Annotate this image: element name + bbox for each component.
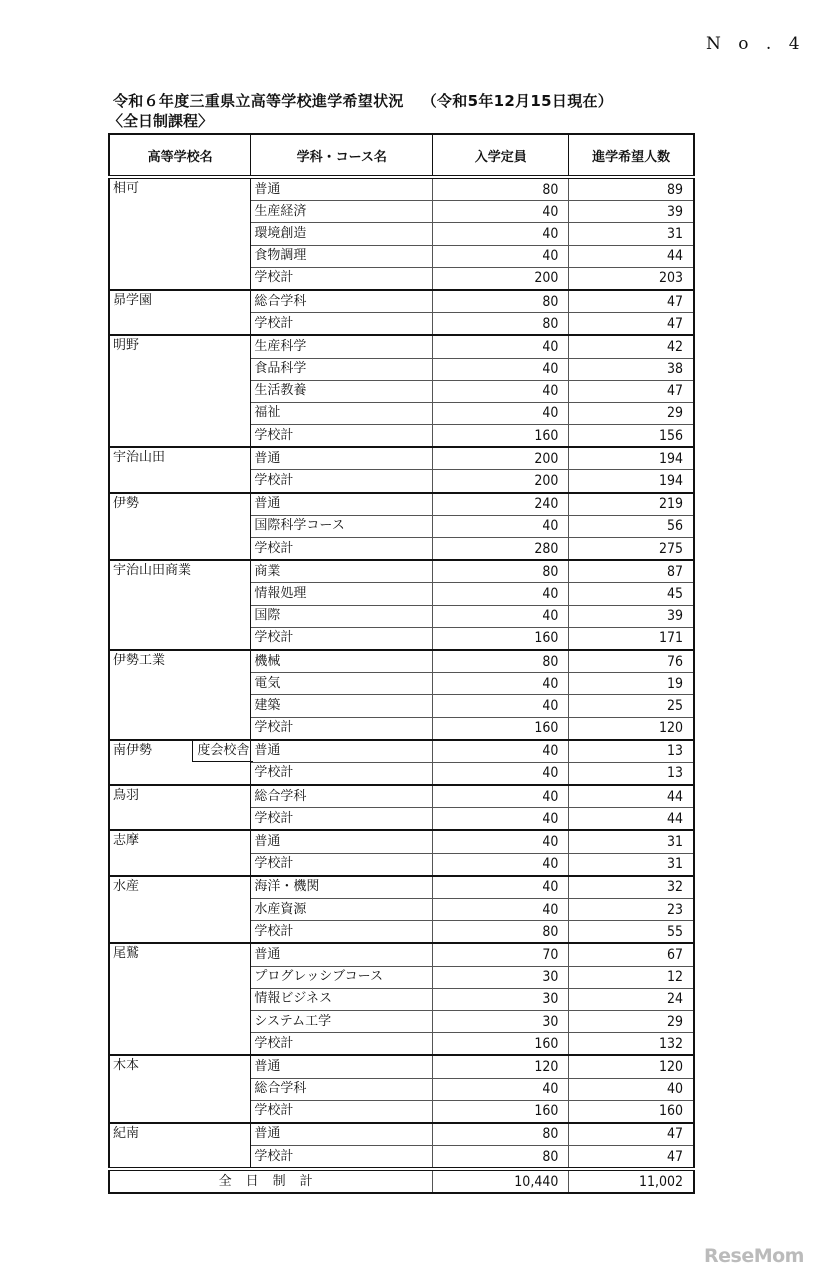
course-name: 普通 [251,177,433,201]
capacity: 40 [433,605,569,627]
course-name: 学校計 [251,267,433,290]
subtitle: 〈全日制課程〉 [108,112,214,130]
applicants: 12 [569,966,694,988]
school-name-cell [109,650,251,740]
school-name: 伊勢 [113,495,140,511]
document-title [113,90,613,111]
applicants: 67 [569,943,694,966]
applicants: 39 [569,201,694,223]
capacity: 160 [433,1033,569,1056]
school-name: 木本 [113,1058,140,1074]
total-label: 全日制計 [109,1169,433,1193]
applicants: 31 [569,853,694,876]
table-row [109,447,694,470]
applicants: 44 [569,808,694,831]
table-row [109,335,694,358]
applicants: 24 [569,988,694,1010]
school-name: 紀南 [113,1125,140,1141]
applicants: 19 [569,673,694,695]
table-row [109,1123,694,1146]
applicants: 89 [569,177,694,201]
course-name: 学校計 [251,425,433,448]
course-name: 食品科学 [251,358,433,380]
table-row [109,177,694,201]
enrollment-table [108,133,695,1194]
header-school: 高等学校名 [109,134,251,177]
applicants: 47 [569,313,694,336]
capacity: 30 [433,988,569,1010]
table-header-row [109,134,694,177]
applicants: 156 [569,425,694,448]
course-name: 普通 [251,493,433,516]
course-name: 学校計 [251,627,433,650]
capacity: 40 [433,853,569,876]
table-row [109,830,694,853]
applicants: 87 [569,560,694,583]
capacity: 40 [433,673,569,695]
capacity: 80 [433,177,569,201]
course-name: 環境創造 [251,223,433,245]
applicants: 219 [569,493,694,516]
school-name: 宇治山田商業 [113,563,192,579]
course-name: 学校計 [251,1100,433,1123]
applicants: 40 [569,1078,694,1100]
capacity: 40 [433,515,569,537]
capacity: 160 [433,717,569,740]
school-name: 水産 [113,878,140,894]
capacity: 80 [433,1146,569,1170]
school-name-cell [109,876,251,944]
applicants: 160 [569,1100,694,1123]
table-row [109,876,694,899]
table-row [109,785,694,808]
applicants: 76 [569,650,694,673]
applicants: 132 [569,1033,694,1056]
course-name: 学校計 [251,313,433,336]
school-name: 伊勢工業 [113,652,166,668]
capacity: 40 [433,380,569,402]
applicants: 29 [569,1010,694,1032]
course-name: 普通 [251,740,433,763]
total-capacity: 10,440 [433,1169,569,1193]
page-number: N o . 4 [706,34,806,54]
capacity: 80 [433,650,569,673]
applicants: 47 [569,290,694,313]
course-name: 総合学科 [251,290,433,313]
capacity: 40 [433,695,569,717]
table-row [109,1055,694,1078]
course-name: 学校計 [251,470,433,493]
capacity: 40 [433,785,569,808]
applicants: 13 [569,740,694,763]
school-name: 鳥羽 [113,788,140,804]
capacity: 200 [433,267,569,290]
table-row [109,493,694,516]
course-name: 学校計 [251,538,433,561]
school-name: 尾鷲 [113,946,140,962]
course-name: 普通 [251,1055,433,1078]
course-name: 福祉 [251,402,433,424]
capacity: 240 [433,493,569,516]
capacity: 80 [433,921,569,944]
resemom-watermark-logo: ReseMom [704,1245,804,1267]
capacity: 40 [433,899,569,921]
applicants: 120 [569,1055,694,1078]
school-name-cell [109,447,251,492]
school-name-cell [109,1123,251,1169]
applicants: 120 [569,717,694,740]
header-capacity: 入学定員 [433,134,569,177]
campus-name: 度会校舎 [192,741,253,762]
applicants: 55 [569,921,694,944]
applicants: 42 [569,335,694,358]
capacity: 40 [433,808,569,831]
course-name: 普通 [251,943,433,966]
applicants: 38 [569,358,694,380]
total-applicants: 11,002 [569,1169,694,1193]
header-course: 学科・コース名 [251,134,433,177]
capacity: 40 [433,245,569,267]
course-name: 機械 [251,650,433,673]
applicants: 13 [569,762,694,785]
applicants: 275 [569,538,694,561]
table-body [109,177,694,1169]
table-row [109,650,694,673]
date-note: （令和5年12月15日現在） [421,92,614,110]
capacity: 40 [433,830,569,853]
course-name: 建築 [251,695,433,717]
course-name: 情報処理 [251,583,433,605]
school-name-cell [109,785,251,830]
table-row [109,290,694,313]
applicants: 44 [569,245,694,267]
course-name: 学校計 [251,808,433,831]
course-name: 学校計 [251,1033,433,1056]
capacity: 40 [433,201,569,223]
capacity: 30 [433,966,569,988]
capacity: 40 [433,335,569,358]
capacity: 30 [433,1010,569,1032]
school-name: 南伊勢 [113,742,153,758]
table-row [109,560,694,583]
applicants: 194 [569,447,694,470]
capacity: 160 [433,1100,569,1123]
course-name: 国際 [251,605,433,627]
course-name: 海洋・機関 [251,876,433,899]
course-name: 学校計 [251,717,433,740]
course-name: 学校計 [251,1146,433,1170]
course-name: 電気 [251,673,433,695]
course-name: 商業 [251,560,433,583]
applicants: 44 [569,785,694,808]
capacity: 80 [433,290,569,313]
course-name: 普通 [251,1123,433,1146]
capacity: 200 [433,470,569,493]
course-name: 普通 [251,830,433,853]
total-row [109,1169,694,1193]
applicants: 47 [569,1123,694,1146]
applicants: 203 [569,267,694,290]
applicants: 31 [569,223,694,245]
course-name: 水産資源 [251,899,433,921]
applicants: 194 [569,470,694,493]
applicants: 171 [569,627,694,650]
capacity: 40 [433,358,569,380]
capacity: 120 [433,1055,569,1078]
course-name: 生産経済 [251,201,433,223]
school-name: 昴学園 [113,292,153,308]
applicants: 25 [569,695,694,717]
school-name: 相可 [113,181,140,196]
capacity: 40 [433,876,569,899]
capacity: 80 [433,560,569,583]
capacity: 40 [433,223,569,245]
applicants: 31 [569,830,694,853]
course-name: 総合学科 [251,785,433,808]
school-name-cell [109,493,251,561]
school-name: 志摩 [113,833,140,849]
applicants: 23 [569,899,694,921]
capacity: 40 [433,1078,569,1100]
capacity: 40 [433,402,569,424]
capacity: 160 [433,425,569,448]
school-name-cell [109,1055,251,1123]
table-row [109,740,694,763]
school-name-cell [109,290,251,335]
school-name-cell [109,943,251,1055]
course-name: プログレッシブコース [251,966,433,988]
course-name: 食物調理 [251,245,433,267]
school-name-cell [109,177,251,290]
applicants: 39 [569,605,694,627]
capacity: 70 [433,943,569,966]
capacity: 80 [433,1123,569,1146]
school-name: 明野 [113,338,140,354]
school-name-cell [109,740,251,785]
course-name: 総合学科 [251,1078,433,1100]
course-name: 生産科学 [251,335,433,358]
capacity: 80 [433,313,569,336]
course-name: 学校計 [251,762,433,785]
header-applicants: 進学希望人数 [569,134,694,177]
school-name-cell [109,335,251,447]
course-name: 学校計 [251,853,433,876]
school-name-cell [109,830,251,875]
capacity: 200 [433,447,569,470]
course-name: 学校計 [251,921,433,944]
applicants: 29 [569,402,694,424]
school-name: 宇治山田 [113,450,166,466]
table-row [109,943,694,966]
applicants: 56 [569,515,694,537]
course-name: 普通 [251,447,433,470]
course-name: 情報ビジネス [251,988,433,1010]
applicants: 47 [569,380,694,402]
school-name-cell [109,560,251,650]
course-name: 国際科学コース [251,515,433,537]
capacity: 40 [433,583,569,605]
capacity: 280 [433,538,569,561]
title-text: 令和６年度三重県立高等学校進学希望状況 [113,92,404,110]
course-name: 生活教養 [251,380,433,402]
applicants: 32 [569,876,694,899]
capacity: 160 [433,627,569,650]
applicants: 47 [569,1146,694,1170]
capacity: 40 [433,740,569,763]
applicants: 45 [569,583,694,605]
capacity: 40 [433,762,569,785]
course-name: システム工学 [251,1010,433,1032]
